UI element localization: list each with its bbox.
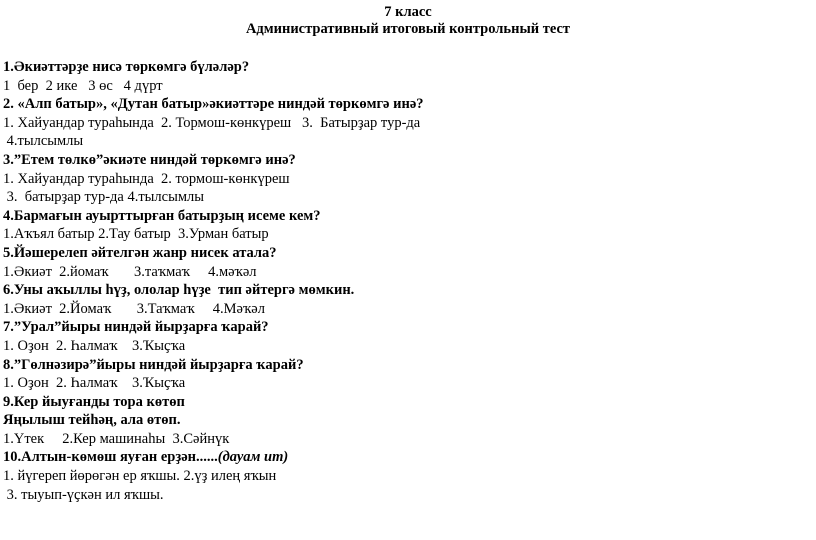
answer-options-line	[3, 114, 803, 133]
answer-options-line	[3, 132, 803, 151]
answer-text: 1. йүгереп йөрөгән ер яҡшы. 2.үҙ илең яҡын	[3, 468, 277, 485]
test-body	[3, 58, 803, 504]
answer-text: 1.Әкиәт 2.Йомаҡ 3.Таҡмаҡ 4.Мәҡәл	[3, 300, 265, 317]
question-line	[3, 411, 803, 430]
answer-options-line	[3, 225, 803, 244]
answer-options-line	[3, 374, 803, 393]
question-text: 3.”Етем төлкө”әкиәте ниндәй төркөмгә инә?	[3, 151, 296, 168]
answer-options-line	[3, 170, 803, 189]
question-line	[3, 448, 803, 467]
question-line	[3, 151, 803, 170]
test-title: Административный итоговый контрольный тест	[245, 21, 571, 37]
question-line	[3, 356, 803, 375]
answer-text: 1.Аҡъял батыр 2.Тау батыр 3.Урман батыр	[3, 226, 269, 243]
answer-options-line	[3, 188, 803, 207]
answer-options-line	[3, 300, 803, 319]
question-text: 9.Кер йыуғанды тора көтөп	[3, 393, 185, 410]
answer-text: 1 бер 2 ике 3 өс 4 дүрт	[3, 77, 163, 94]
answer-text: 1. Оҙон 2. Һалмаҡ 3.Ҡыҫҡа	[3, 375, 186, 392]
question-text: 1.Әкиәттәрҙе нисә төркөмгә бүләләр?	[3, 59, 250, 75]
answer-options-line	[3, 77, 803, 96]
answer-text: 1. Хайуандар тураһында 2. тормош-көнкүреш	[3, 170, 290, 187]
question-text: 7.”Урал”йыры ниндәй йырҙарға ҡарай?	[3, 319, 269, 336]
answer-text: 1.Үтек 2.Кер машинаһы 3.Сәйнүк	[3, 430, 230, 447]
answer-options-line	[3, 337, 803, 356]
question-line	[3, 207, 803, 226]
answer-text: 1. Хайуандар тураһында 2. Тормош-көнкүреш 3. Батырҙар тур-да	[3, 114, 421, 131]
answer-options-line	[3, 263, 803, 282]
question-line	[3, 58, 803, 77]
question-line	[3, 95, 803, 114]
answer-options-line	[3, 467, 803, 486]
question-text: 6.Уны аҡыллы һүҙ, ололар һүҙе тип әйтергә мөмкин.	[3, 282, 355, 299]
answer-text: 4.тылсымлы	[3, 133, 84, 150]
question-text: Яңылыш тейһәң, ала өтөп.	[3, 412, 181, 429]
question-line	[3, 281, 803, 300]
grade-heading: 7 класс	[384, 4, 432, 20]
answer-text: 3. тыуып-үҫкән ил яҡшы.	[3, 486, 164, 503]
question-line	[3, 393, 803, 412]
answer-options-line	[3, 486, 803, 505]
answer-text: 1.Әкиәт 2.йомаҡ 3.таҡмаҡ 4.мәҡәл	[3, 263, 257, 280]
question-line	[3, 244, 803, 263]
question-text: 5.Йәшерелеп әйтелгән жанр нисек атала?	[3, 244, 277, 261]
question-text: 4.Бармағын ауырттырған батырҙың исеме кем?	[3, 207, 321, 224]
answer-text: 1. Оҙон 2. Һалмаҡ 3.Ҡыҫҡа	[3, 337, 186, 354]
answer-text: 3. батырҙар тур-да 4.тылсымлы	[3, 189, 204, 206]
question-text: 8.”Гөлнәзирә”йыры ниндәй йырҙарға ҡарай?	[3, 356, 304, 373]
answer-options-line	[3, 430, 803, 449]
question-text: 2. «Алп батыр», «Дутан батыр»әкиәттәре ниндәй төркөмгә инә?	[3, 96, 424, 113]
instruction-hint: (дауам ит)	[217, 449, 289, 466]
question-text: 10.Алтын-көмөш яуған ерҙән......	[3, 449, 218, 466]
question-line	[3, 318, 803, 337]
